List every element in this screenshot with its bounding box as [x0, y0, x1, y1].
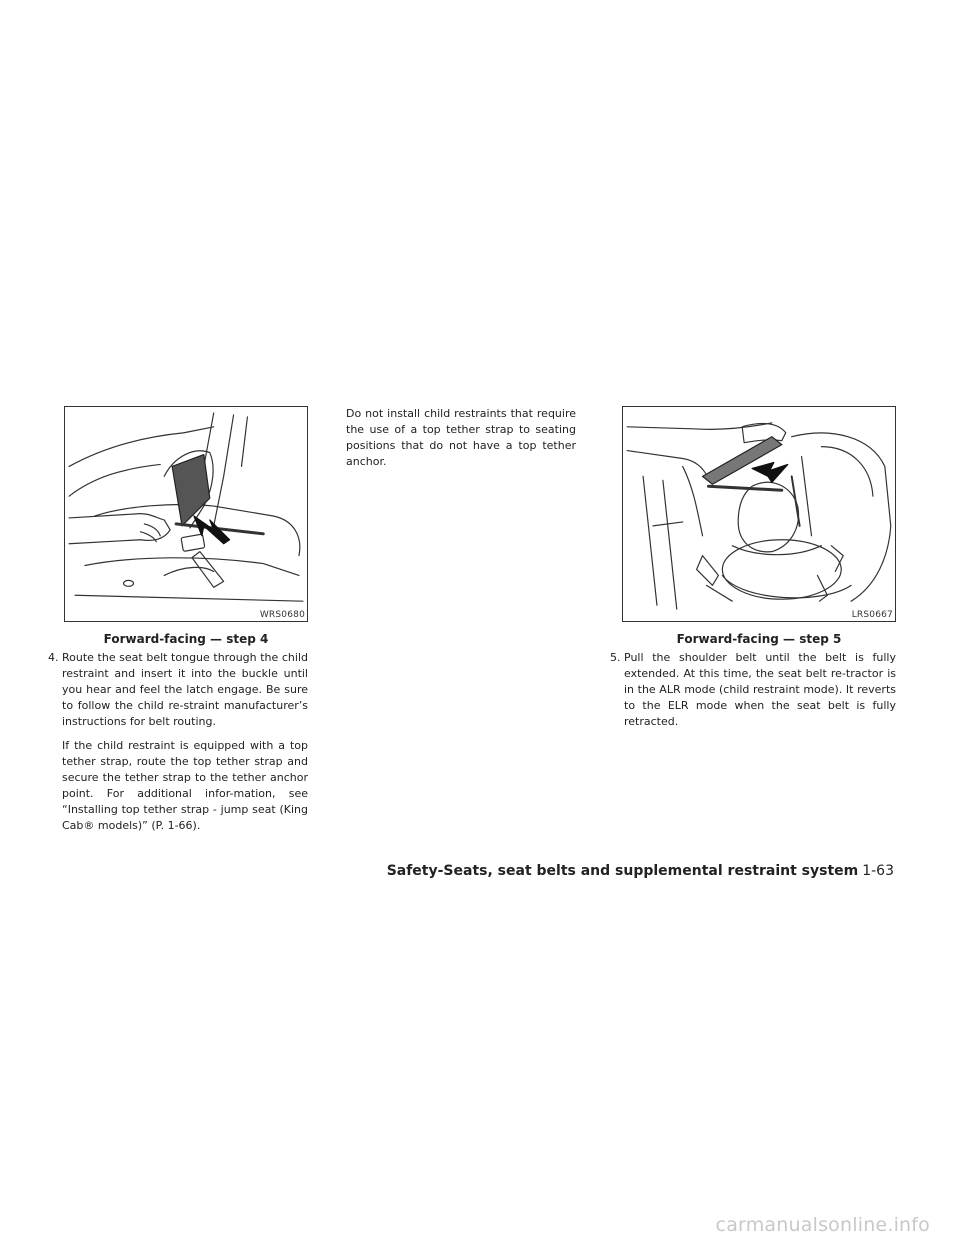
middle-column-text	[346, 406, 576, 470]
step-number: 5.	[610, 651, 621, 664]
figure-caption: Forward-facing — step 4	[103, 632, 269, 646]
figure-caption: Forward-facing — step 5	[676, 632, 842, 646]
figure-step-4	[64, 406, 308, 622]
page-number: 1-63	[862, 863, 894, 879]
step-paragraph: If the child restraint is equipped with a top tether strap, route the top tether strap and secure the tether strap to the tether anchor point. For additional infor-mation, see “Installing top tether strap - jump seat (King Cab® models)” (P. 1-66).	[62, 739, 308, 832]
figure-step-5	[622, 406, 896, 622]
step-number: 4.	[48, 651, 59, 664]
warning-paragraph: Do not install child restraints that require the use of a top tether strap to seating positions that do not have a top tether anchor.	[346, 407, 576, 468]
step-4	[48, 650, 308, 834]
figure-code: WRS0680	[259, 610, 305, 620]
step-5	[610, 650, 896, 730]
step-body	[62, 650, 308, 834]
step-body	[624, 650, 896, 730]
step-paragraph: Pull the shoulder belt until the belt is fully extended. At this time, the seat belt re-tractor is in the ALR mode (child restraint mode). It reverts to the ELR mode when the seat belt is fully retracted.	[624, 651, 896, 728]
figure-code: LRS0667	[851, 610, 893, 620]
illustration-shoulder-belt-pull	[623, 407, 895, 621]
watermark-text: carmanualsonline.info	[715, 1214, 930, 1236]
step-paragraph: Route the seat belt tongue through the child restraint and insert it into the buckle until you hear and feel the latch engage. Be sure to follow the child re-straint manufacturer’s instructions for belt routing.	[62, 651, 308, 728]
illustration-seat-belt-tongue	[65, 407, 307, 621]
step-4-text	[48, 650, 308, 842]
step-5-text	[610, 650, 896, 738]
section-title: Safety-Seats, seat belts and supplemental restraint system	[386, 863, 859, 879]
page-footer	[387, 863, 894, 879]
